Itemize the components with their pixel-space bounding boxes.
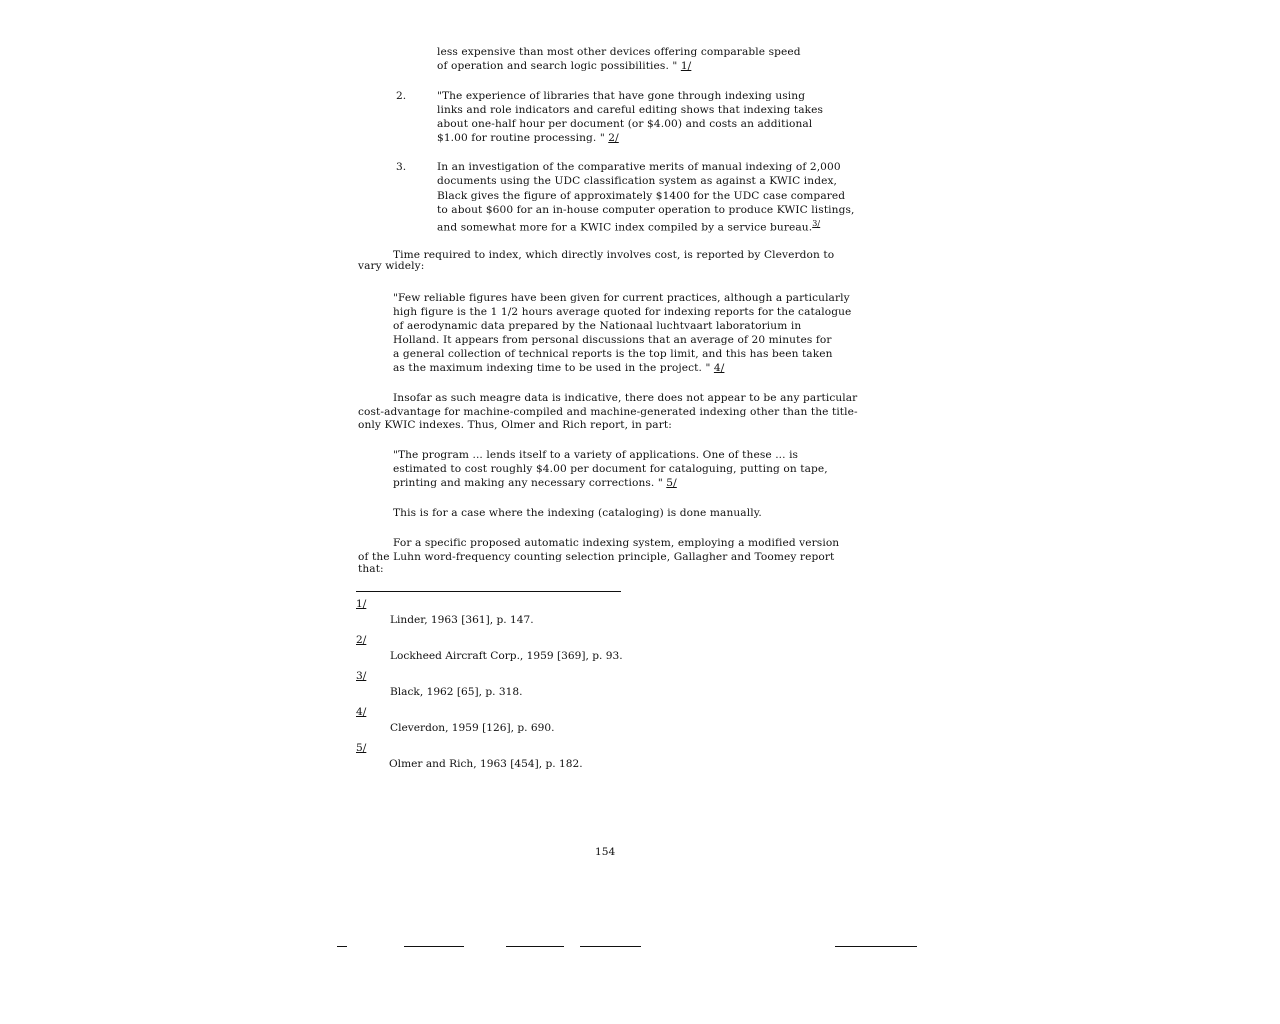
para-1-line-1: Time required to index, which directly involves cost, is reported by Cleverdon to (393, 249, 835, 261)
para-2-line-3: only KWIC indexes. Thus, Olmer and Rich report, in part: (358, 419, 672, 431)
footnote-separator (356, 591, 621, 592)
footnote-mark-3: 3/ (356, 670, 367, 682)
footnote-ref-3[interactable]: 3/ (812, 219, 821, 228)
footnote-mark-2: 2/ (356, 634, 367, 646)
scan-artifact-line (404, 946, 464, 947)
footnote-ref-5[interactable]: 5/ (666, 477, 677, 489)
quote1-line-1: less expensive than most other devices offering comparable speed (437, 46, 801, 58)
page-number: 154 (595, 846, 616, 858)
para-4-line-2: of the Luhn word-frequency counting selection principle, Gallagher and Toomey report (358, 551, 835, 563)
item-2-line-4-text: $1.00 for routine processing. " (437, 132, 609, 144)
item-3-line-2: documents using the UDC classification system as against a KWIC index, (437, 175, 837, 187)
quote3-line-2: estimated to cost roughly $4.00 per document for cataloguing, putting on tape, (393, 463, 828, 475)
scan-artifact-line (506, 946, 564, 947)
quote3-line-3 (393, 476, 677, 490)
quote2-line-4: Holland. It appears from personal discussions that an average of 20 minutes for (393, 334, 832, 346)
quote1-line-2 (437, 59, 691, 73)
footnote-text-4: Cleverdon, 1959 [126], p. 690. (390, 722, 555, 734)
item-2-line-3: about one-half hour per document (or $4.00) and costs an additional (437, 118, 813, 130)
footnote-ref-4[interactable]: 4/ (713, 362, 725, 374)
item-2-number: 2. (396, 90, 407, 102)
quote2-line-1: "Few reliable figures have been given for current practices, although a particularly (393, 292, 850, 304)
para-4-line-3: that: (358, 563, 384, 575)
footnote-mark-5: 5/ (356, 742, 367, 754)
footnote-mark-4: 4/ (356, 706, 367, 718)
item-2-line-1: "The experience of libraries that have gone through indexing using (437, 90, 806, 102)
footnote-mark-1: 1/ (356, 598, 367, 610)
footnote-text-3: Black, 1962 [65], p. 318. (390, 686, 523, 698)
para-2-line-1: Insofar as such meagre data is indicative, there does not appear to be any particular (393, 392, 858, 404)
scan-artifact-line (337, 946, 347, 947)
item-3-line-5 (437, 217, 820, 235)
item-3-line-1: In an investigation of the comparative merits of manual indexing of 2,000 (437, 161, 841, 173)
footnote-ref-2[interactable]: 2/ (608, 132, 619, 144)
quote1-line-2-text: of operation and search logic possibilities. " (437, 60, 681, 72)
footnote-text-5: Olmer and Rich, 1963 [454], p. 182. (389, 758, 583, 770)
footnote-text-2: Lockheed Aircraft Corp., 1959 [369], p. 93. (390, 650, 623, 662)
quote3-line-1: "The program ... lends itself to a variety of applications. One of these ... is (393, 449, 799, 461)
item-3-line-3: Black gives the figure of approximately $1400 for the UDC case compared (437, 190, 846, 202)
quote2-line-2: high figure is the 1 1/2 hours average quoted for indexing reports for the catalogue (393, 306, 852, 318)
scan-artifact-line (580, 946, 641, 947)
para-3: This is for a case where the indexing (cataloging) is done manually. (393, 507, 762, 519)
para-4-line-1: For a specific proposed automatic indexing system, employing a modified version (393, 537, 840, 549)
quote3-line-3-text: printing and making any necessary corrections. " (393, 477, 667, 489)
quote2-line-6 (393, 361, 724, 375)
footnote-text-1: Linder, 1963 [361], p. 147. (390, 614, 534, 626)
item-2-line-4 (437, 131, 619, 145)
item-3-number: 3. (396, 161, 407, 173)
quote2-line-3: of aerodynamic data prepared by the Nationaal luchtvaart laboratorium in (393, 320, 802, 332)
item-2-line-2: links and role indicators and careful editing shows that indexing takes (437, 104, 824, 116)
footnote-ref-1[interactable]: 1/ (680, 60, 692, 72)
para-1-line-2: vary widely: (358, 260, 425, 272)
quote2-line-5: a general collection of technical reports is the top limit, and this has been taken (393, 348, 833, 360)
scan-artifact-line (835, 946, 917, 947)
item-3-line-5-text: and somewhat more for a KWIC index compiled by a service bureau. (437, 221, 813, 234)
para-2-line-2: cost-advantage for machine-compiled and machine-generated indexing other than the title- (358, 406, 858, 418)
item-3-line-4: to about $600 for an in-house computer operation to produce KWIC listings, (437, 204, 855, 216)
quote2-line-6-text: as the maximum indexing time to be used in the project. " (393, 362, 714, 374)
